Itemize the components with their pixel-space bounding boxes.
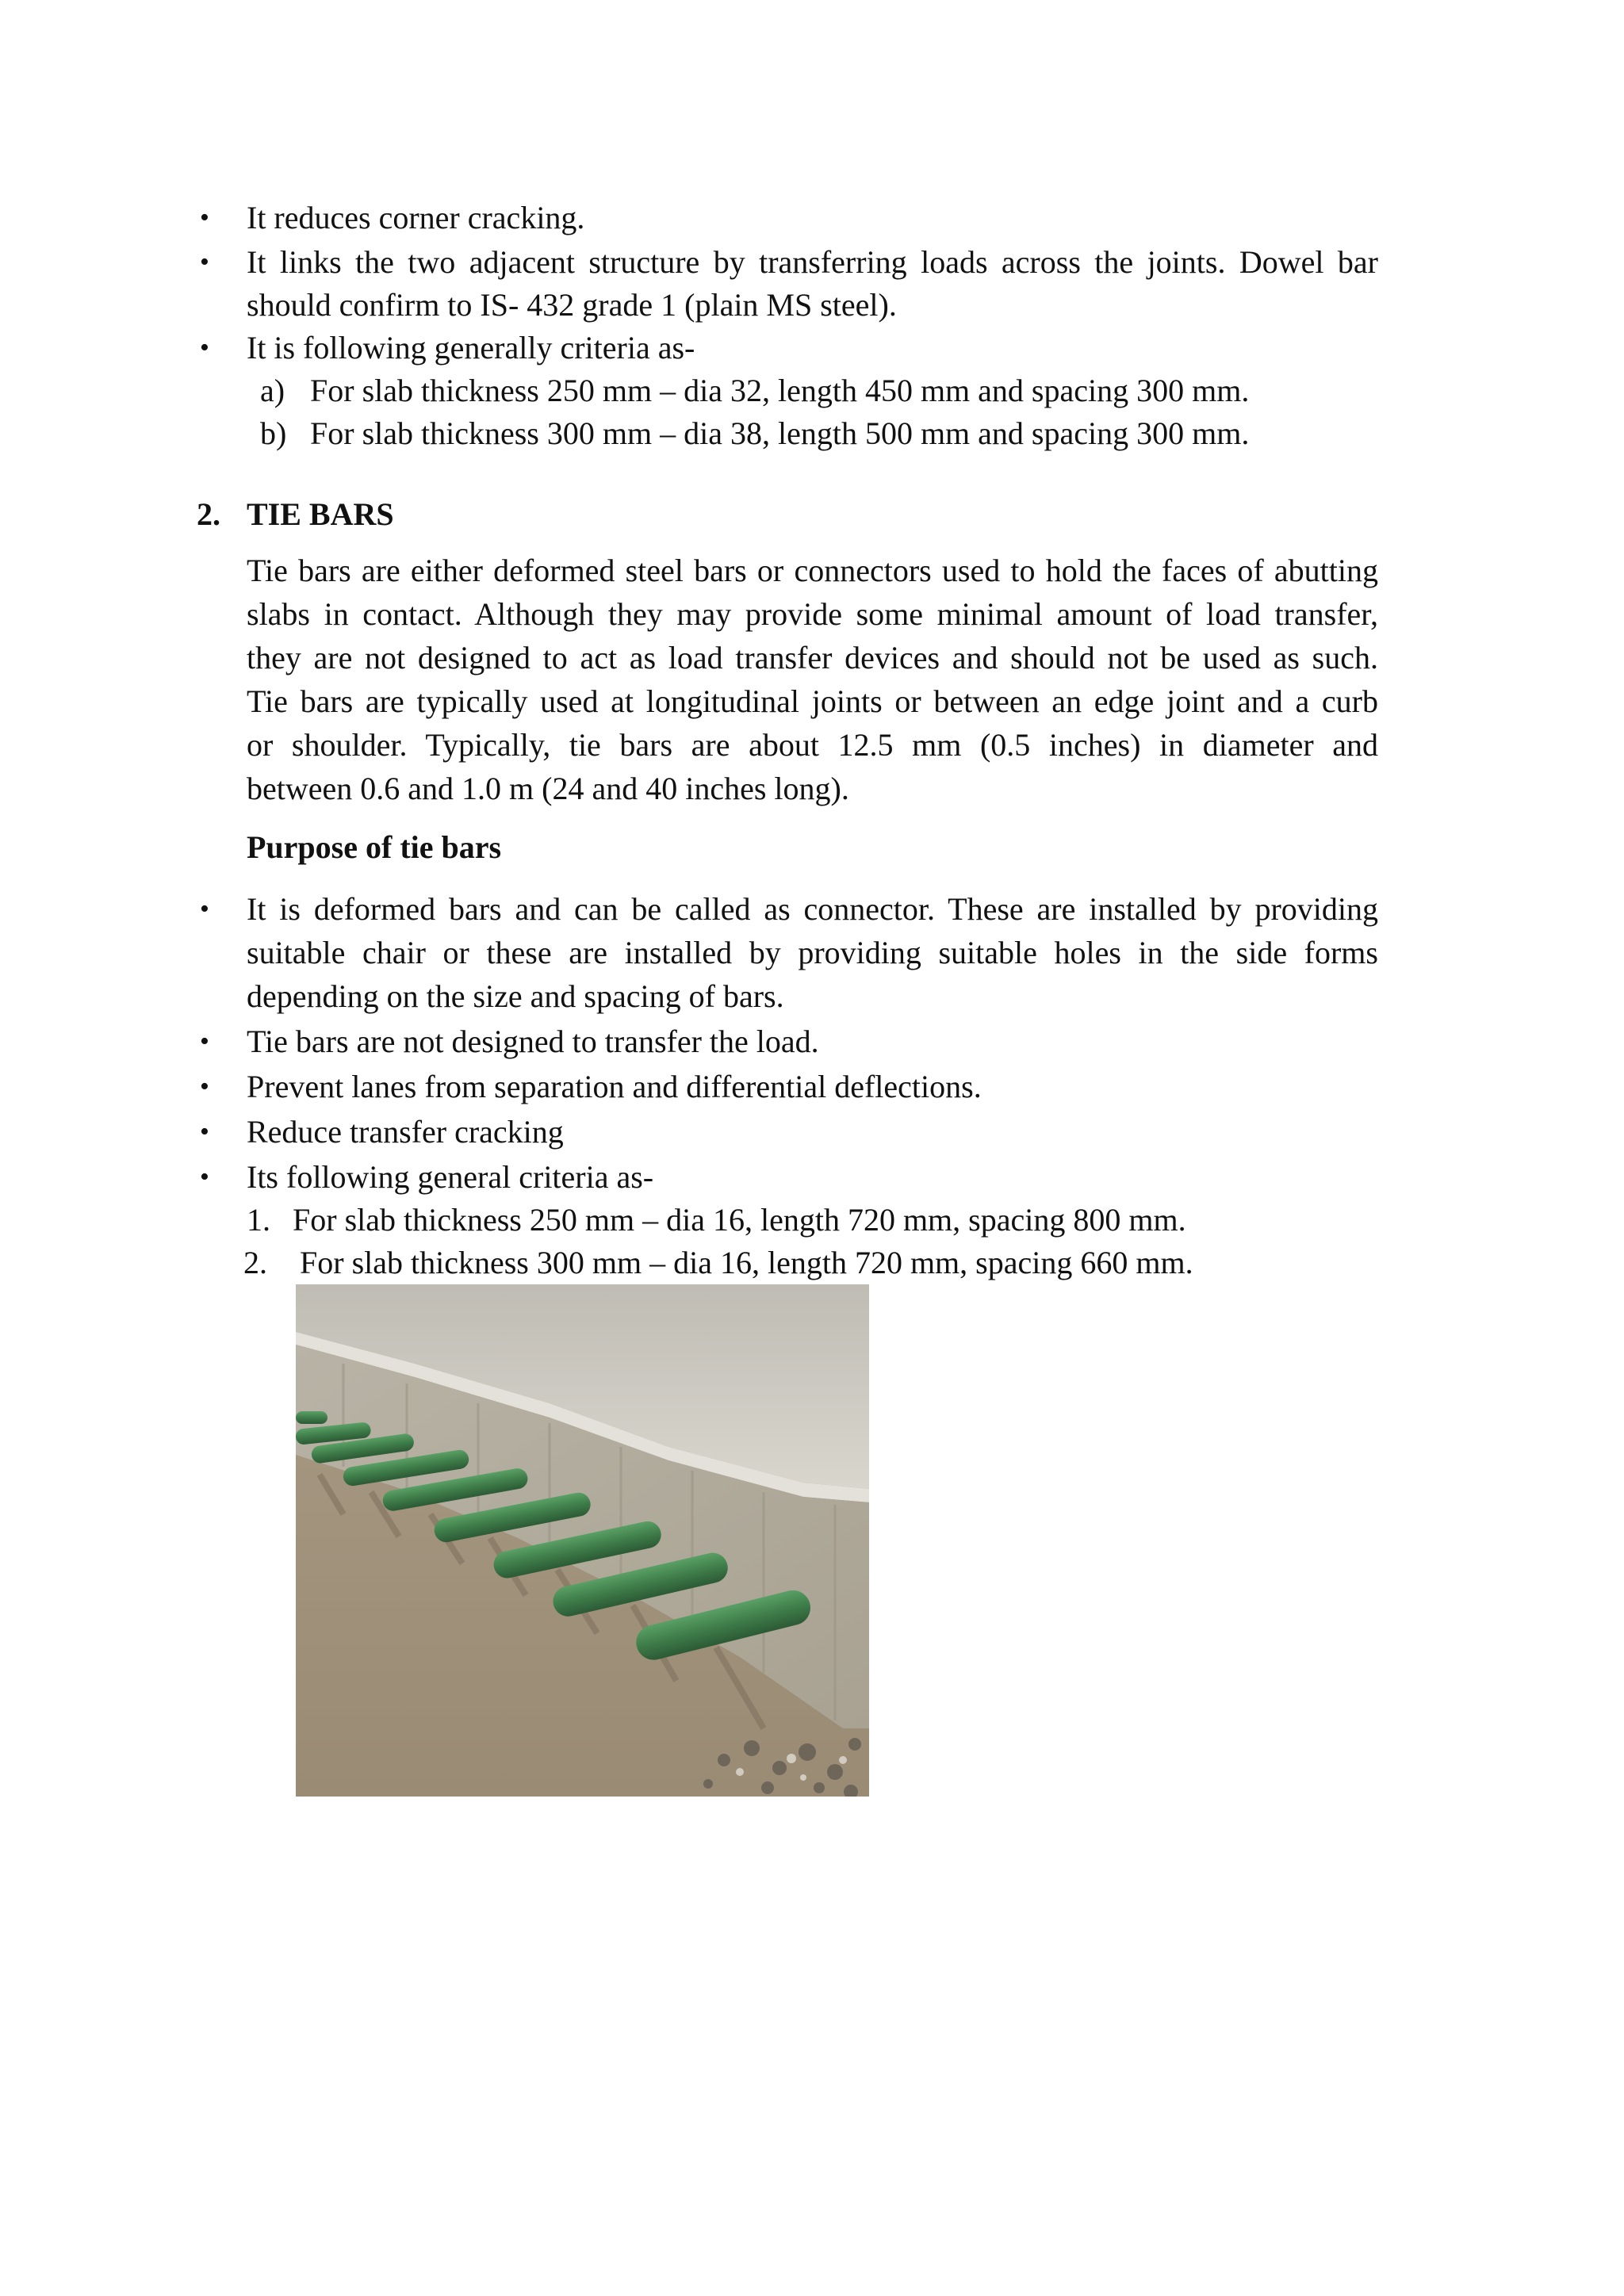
tie-bars-paragraph-line: Tie bars are either deformed steel bars or connectors used to hold the faces of abutting: [247, 553, 1378, 588]
purpose-bullet-deformed-line1: It is deformed bars and can be called as connector. These are installed by providing: [247, 891, 1378, 927]
bullet-glyph: •: [200, 203, 209, 232]
tie-bars-paragraph-line: between 0.6 and 1.0 m (24 and 40 inches long).: [247, 771, 849, 806]
tie-bars-photo: [296, 1284, 869, 1797]
dowel-bullet-links-line2: should confirm to IS- 432 grade 1 (plain MS steel).: [247, 287, 897, 323]
purpose-bullet-deformed-line2: suitable chair or these are installed by providing suitable holes in the side forms: [247, 935, 1378, 970]
bullet-glyph: •: [200, 894, 209, 924]
purpose-bullet-deformed-line3: depending on the size and spacing of bars.: [247, 978, 784, 1014]
tie-criteria-1: For slab thickness 250 mm – dia 16, length 720 mm, spacing 800 mm.: [293, 1202, 1186, 1238]
tie-criteria-2: For slab thickness 300 mm – dia 16, length 720 mm, spacing 660 mm.: [300, 1245, 1193, 1280]
purpose-bullet-reduce-cracking: Reduce transfer cracking: [247, 1114, 564, 1150]
dowel-criteria-a: For slab thickness 250 mm – dia 32, length 450 mm and spacing 300 mm.: [310, 373, 1250, 408]
bullet-glyph: •: [200, 1162, 209, 1192]
purpose-bullet-prevent-lanes: Prevent lanes from separation and differential deflections.: [247, 1069, 982, 1104]
dowel-bullet-links-line1: It links the two adjacent structure by transferring loads across the joints. Dowel bar: [247, 244, 1378, 280]
dowel-bullet-criteria: It is following generally criteria as-: [247, 330, 695, 365]
tie-criteria-marker-1: 1.: [247, 1202, 270, 1238]
purpose-bullet-not-designed: Tie bars are not designed to transfer the load.: [247, 1024, 819, 1059]
bullet-glyph: •: [200, 1117, 209, 1146]
tie-bars-paragraph-line: they are not designed to act as load transfer devices and should not be used as such.: [247, 640, 1378, 675]
dowel-criteria-b: For slab thickness 300 mm – dia 38, length 500 mm and spacing 300 mm.: [310, 415, 1250, 451]
section-number: 2.: [197, 496, 220, 532]
tie-bars-paragraph-line: slabs in contact. Although they may provide some minimal amount of load transfer,: [247, 596, 1378, 632]
bullet-glyph: •: [200, 1072, 209, 1101]
tie-bars-paragraph-line: Tie bars are typically used at longitudinal joints or between an edge joint and a curb: [247, 683, 1378, 719]
dowel-criteria-marker-b: b): [260, 415, 287, 451]
tie-criteria-marker-2: 2.: [243, 1245, 267, 1280]
bullet-glyph: •: [200, 333, 209, 362]
bullet-glyph: •: [200, 247, 209, 277]
purpose-heading: Purpose of tie bars: [247, 829, 502, 865]
tie-bars-paragraph-line: or shoulder. Typically, tie bars are about 12.5 mm (0.5 inches) in diameter and: [247, 727, 1378, 763]
tie-bars-photo-drawing: [296, 1284, 869, 1797]
tie-bar: [296, 1411, 327, 1424]
section-heading-tie-bars: TIE BARS: [247, 496, 394, 532]
purpose-bullet-criteria: Its following general criteria as-: [247, 1159, 654, 1195]
dowel-criteria-marker-a: a): [260, 373, 285, 408]
bullet-glyph: •: [200, 1027, 209, 1056]
dowel-bullet-corner-cracking: It reduces corner cracking.: [247, 200, 585, 235]
